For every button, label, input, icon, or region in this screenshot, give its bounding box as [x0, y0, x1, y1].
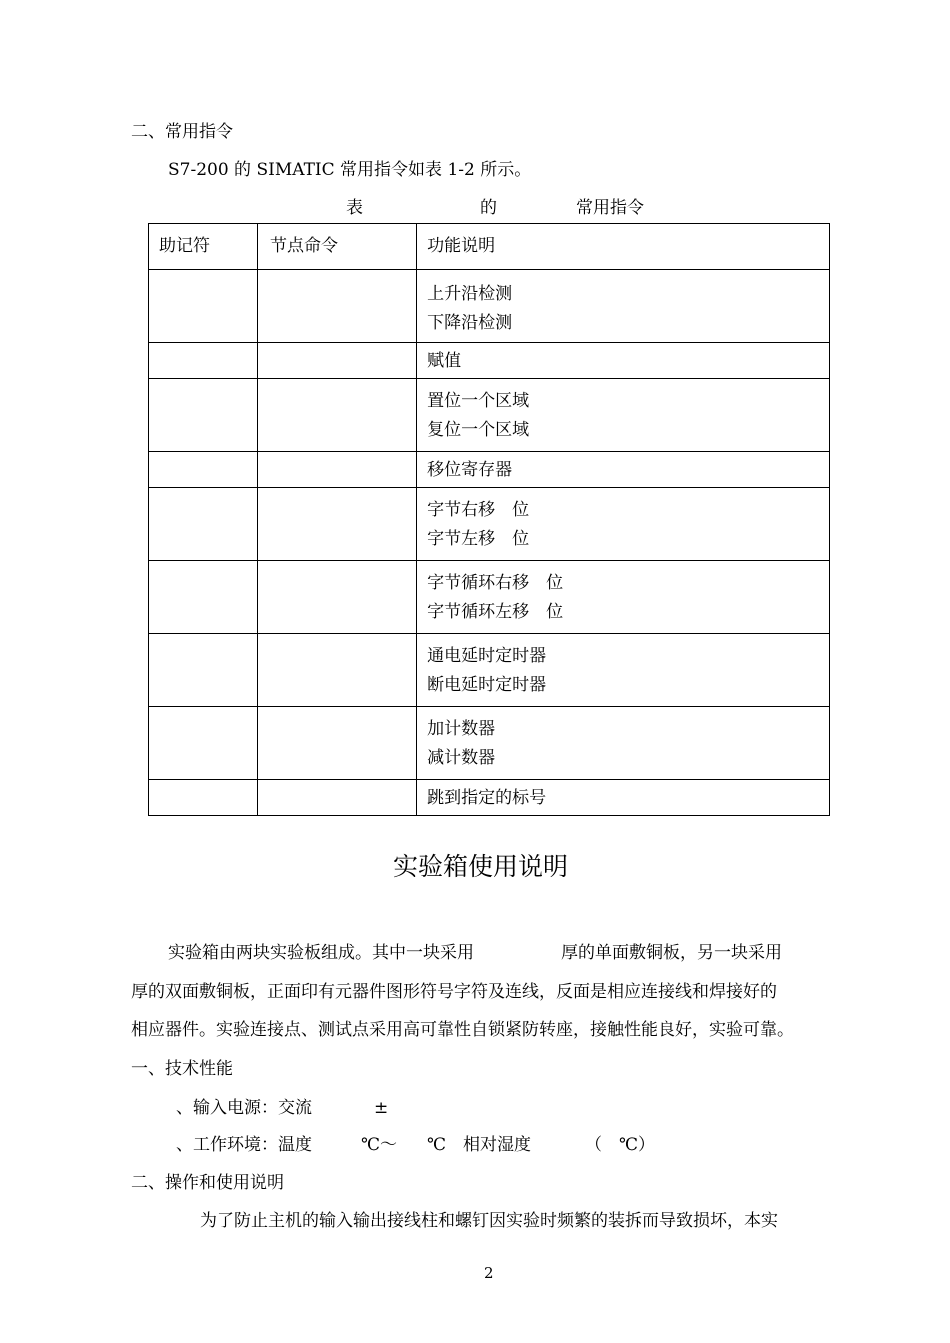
node-command-cell [258, 488, 417, 561]
function-line: 上升沿检测 [427, 284, 513, 304]
paragraph-line-1b: 厚的单面敷铜板，另一块采用 [561, 943, 782, 963]
instruction-table [148, 223, 830, 816]
header-mnemonic-label: 助记符 [159, 236, 210, 256]
header-function-label: 功能说明 [427, 236, 496, 256]
section-1-heading: 一、技术性能 [131, 1059, 233, 1079]
header-node-command [258, 224, 417, 270]
spec-item-2-humidity: ℃ 相对湿度 [427, 1135, 532, 1155]
table-header-row [149, 224, 830, 270]
node-command-cell [258, 634, 417, 707]
mnemonic-cell [149, 488, 258, 561]
intro-text: S7-200 的 SIMATIC 常用指令如表 1-2 所示。 [168, 160, 532, 180]
section-heading: 二、常用指令 [131, 122, 233, 142]
table-row [149, 379, 830, 452]
mnemonic-cell [149, 452, 258, 488]
function-cell [417, 343, 830, 379]
spec-item-2-note: （ ℃） [585, 1135, 656, 1155]
node-command-cell [258, 452, 417, 488]
function-line: 断电延时定时器 [427, 675, 547, 695]
paragraph-line-3: 相应器件。实验连接点、测试点采用高可靠性自锁紧防转座，接触性能良好，实验可靠。 [131, 1020, 794, 1040]
node-command-cell [258, 780, 417, 816]
function-cell [417, 270, 830, 343]
table-row [149, 343, 830, 379]
function-line: 置位一个区域 [427, 391, 530, 411]
function-line: 字节左移 位 [427, 529, 530, 549]
table-caption-part-1: 表 [346, 198, 363, 218]
page-number: 2 [484, 1264, 494, 1282]
header-mnemonic [149, 224, 258, 270]
spec-item-2-temp-range: ℃～ [361, 1135, 398, 1155]
function-line: 赋值 [427, 351, 462, 371]
node-command-cell [258, 561, 417, 634]
function-cell [417, 379, 830, 452]
mnemonic-cell [149, 561, 258, 634]
table-row [149, 488, 830, 561]
function-line: 字节右移 位 [427, 500, 530, 520]
function-cell [417, 780, 830, 816]
node-command-cell [258, 707, 417, 780]
document-title: 实验箱使用说明 [393, 852, 569, 881]
mnemonic-cell [149, 634, 258, 707]
function-line: 通电延时定时器 [427, 646, 547, 666]
function-line: 移位寄存器 [427, 460, 513, 480]
mnemonic-cell [149, 379, 258, 452]
function-line: 字节循环左移 位 [427, 602, 564, 622]
table-row [149, 561, 830, 634]
spec-item-2-label: 、工作环境：温度 [176, 1135, 312, 1155]
table-row [149, 780, 830, 816]
table-caption-part-2: 的 [480, 198, 497, 218]
node-command-cell [258, 270, 417, 343]
table-row [149, 270, 830, 343]
function-line: 复位一个区域 [427, 420, 530, 440]
function-cell [417, 452, 830, 488]
table-caption-part-3: 常用指令 [576, 198, 644, 218]
mnemonic-cell [149, 780, 258, 816]
section-2-heading: 二、操作和使用说明 [131, 1173, 284, 1193]
section-2-paragraph: 为了防止主机的输入输出接线柱和螺钉因实验时频繁的装拆而导致损坏，本实 [200, 1211, 778, 1231]
function-line: 加计数器 [427, 719, 496, 739]
spec-item-1-label: 、输入电源：交流 [176, 1098, 312, 1118]
function-line: 跳到指定的标号 [427, 788, 547, 808]
paragraph-line-2: 厚的双面敷铜板，正面印有元器件图形符号字符及连线，反面是相应连接线和焊接好的 [131, 982, 777, 1002]
node-command-cell [258, 343, 417, 379]
spec-item-1-value: ± [374, 1098, 389, 1118]
mnemonic-cell [149, 270, 258, 343]
table-row [149, 634, 830, 707]
mnemonic-cell [149, 707, 258, 780]
node-command-cell [258, 379, 417, 452]
function-line: 字节循环右移 位 [427, 573, 564, 593]
function-cell [417, 634, 830, 707]
function-line: 减计数器 [427, 748, 496, 768]
mnemonic-cell [149, 343, 258, 379]
function-line: 下降沿检测 [427, 313, 513, 333]
function-cell [417, 488, 830, 561]
function-cell [417, 561, 830, 634]
paragraph-line-1a: 实验箱由两块实验板组成。其中一块采用 [168, 943, 474, 963]
table-row [149, 452, 830, 488]
function-cell [417, 707, 830, 780]
header-function [417, 224, 830, 270]
table-row [149, 707, 830, 780]
header-node-command-label: 节点命令 [270, 236, 339, 256]
